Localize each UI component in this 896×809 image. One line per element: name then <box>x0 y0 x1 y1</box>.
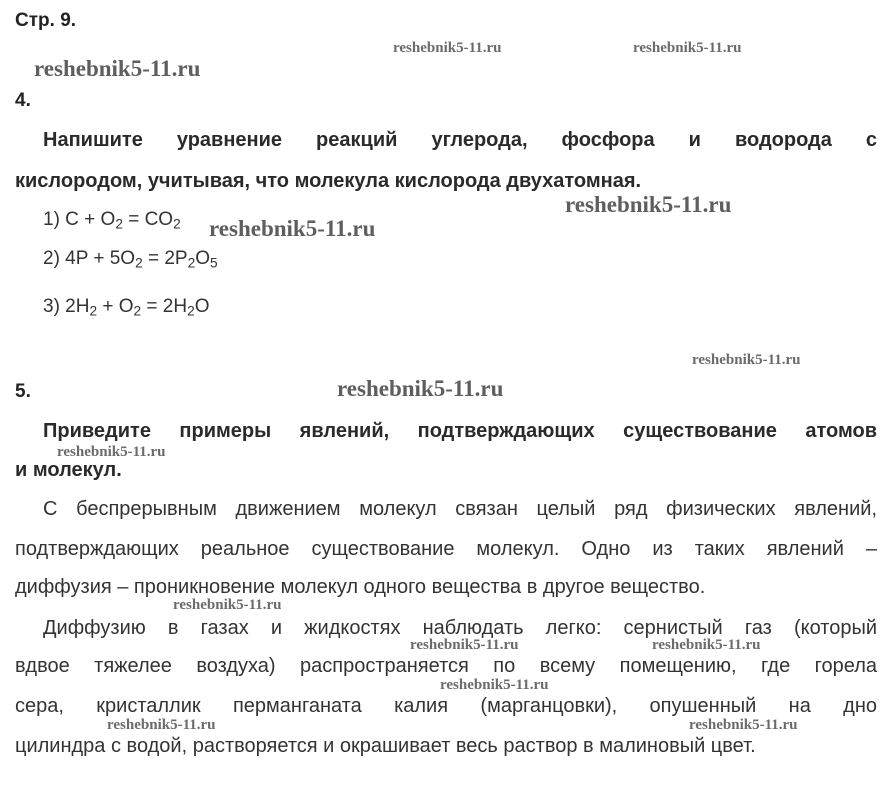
watermark: reshebnik5-11.ru <box>410 637 519 653</box>
answer-line: С беспрерывным движением молекул связан целый ряд физических явлений, <box>43 498 877 520</box>
task4-question-line2: кислородом, учитывая, что молекула кислорода двухатомная. <box>15 170 642 192</box>
watermark: reshebnik5-11.ru <box>57 444 166 460</box>
watermark: reshebnik5-11.ru <box>34 56 201 81</box>
watermark: reshebnik5-11.ru <box>173 597 282 613</box>
watermark: reshebnik5-11.ru <box>692 352 801 368</box>
watermark: reshebnik5-11.ru <box>107 717 216 733</box>
answer-line: цилиндра с водой, растворяется и окрашивает весь раствор в малиновый цвет. <box>15 735 756 757</box>
watermark: reshebnik5-11.ru <box>337 376 504 401</box>
page-label: Стр. 9. <box>15 10 77 31</box>
task5-question-line1: Приведите примеры явлений, подтверждающих существование атомов <box>43 420 877 442</box>
task4-number: 4. <box>15 90 31 111</box>
answer-line: вдвое тяжелее воздуха) распространяется по всему помещению, где горела <box>15 655 877 677</box>
answer-line: подтверждающих реальное существование молекул. Одно из таких явлений – <box>15 538 877 560</box>
equation-2: 2) $4P + 5O_2 = 2P_2O_5$ <box>43 248 218 271</box>
watermark: reshebnik5-11.ru <box>393 40 502 56</box>
watermark: reshebnik5-11.ru <box>689 717 798 733</box>
answer-line: Диффузию в газах и жидкостях наблюдать легко: сернистый газ (который <box>43 617 877 639</box>
task5-question-line2: и молекул. <box>15 459 122 481</box>
answer-line: диффузия – проникновение молекул одного вещества в другое вещество. <box>15 576 706 598</box>
equation-3: 3) $2H_2 + O_2 = 2H_2O$ <box>43 296 210 319</box>
watermark: reshebnik5-11.ru <box>209 216 376 241</box>
task5-number: 5. <box>15 381 31 402</box>
watermark: reshebnik5-11.ru <box>440 677 549 693</box>
equation-1: 1) $C + O_2 = CO_2$ <box>43 209 181 232</box>
answer-line: сера, кристаллик перманганата калия (марганцовки), опушенный на дно <box>15 695 877 717</box>
watermark: reshebnik5-11.ru <box>652 637 761 653</box>
task4-question-line1: Напишите уравнение реакций углерода, фосфора и водорода с <box>43 129 877 151</box>
watermark: reshebnik5-11.ru <box>633 40 742 56</box>
watermark: reshebnik5-11.ru <box>565 192 732 217</box>
